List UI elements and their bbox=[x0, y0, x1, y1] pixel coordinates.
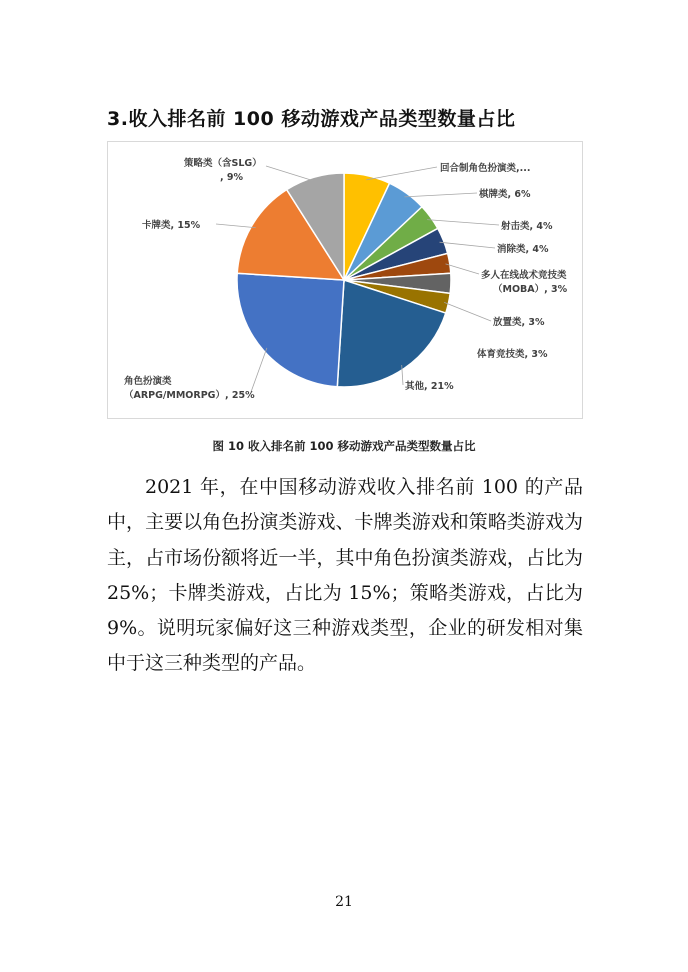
leader-line bbox=[427, 220, 499, 225]
figure-caption: 图 10 收入排名前 100 移动游戏产品类型数量占比 bbox=[212, 439, 476, 453]
body-paragraph: 2021 年，在中国移动游戏收入排名前 100 的产品中，主要以角色扮演类游戏、卡牌类游戏和策略类游戏为主，占市场份额将近一半，其中角色扮演类游戏，占比为25%；卡牌类游戏，占比为 15%；策略类游戏，占比为 9%。说明玩家偏好这三种游戏类型，企业的研发相对集中于这三种类型的产品。 bbox=[107, 476, 583, 675]
pie-slice bbox=[237, 273, 344, 387]
slice-label: 消除类, 4% bbox=[497, 244, 549, 255]
slice-label: 射击类, 4% bbox=[501, 221, 553, 232]
pie-chart bbox=[107, 141, 583, 419]
slice-label: 体育竞技类, 3% bbox=[477, 349, 548, 360]
slice-label: 策略类（含SLG）, 9% bbox=[184, 158, 262, 183]
leader-line bbox=[444, 302, 491, 321]
leader-line bbox=[216, 224, 256, 228]
slice-label: 角色扮演类（ARPG/MMORPG）, 25% bbox=[124, 376, 255, 401]
slice-label: 卡牌类, 15% bbox=[142, 220, 201, 231]
slice-label: 多人在线战术竞技类（MOBA）, 3% bbox=[481, 270, 568, 295]
leader-line bbox=[266, 166, 315, 181]
slice-label: 其他, 21% bbox=[405, 381, 454, 392]
page-number: 21 bbox=[335, 894, 353, 910]
slice-label: 放置类, 3% bbox=[493, 317, 545, 328]
pie-chart-svg bbox=[108, 142, 582, 418]
slice-label: 棋牌类, 6% bbox=[479, 189, 531, 200]
leader-line bbox=[251, 348, 267, 392]
leader-line bbox=[440, 242, 496, 248]
leader-line bbox=[366, 167, 437, 180]
section-title: 3.收入排名前 100 移动游戏产品类型数量占比 bbox=[107, 108, 516, 130]
leader-line bbox=[404, 193, 477, 197]
slice-label: 回合制角色扮演类,... bbox=[440, 163, 531, 174]
